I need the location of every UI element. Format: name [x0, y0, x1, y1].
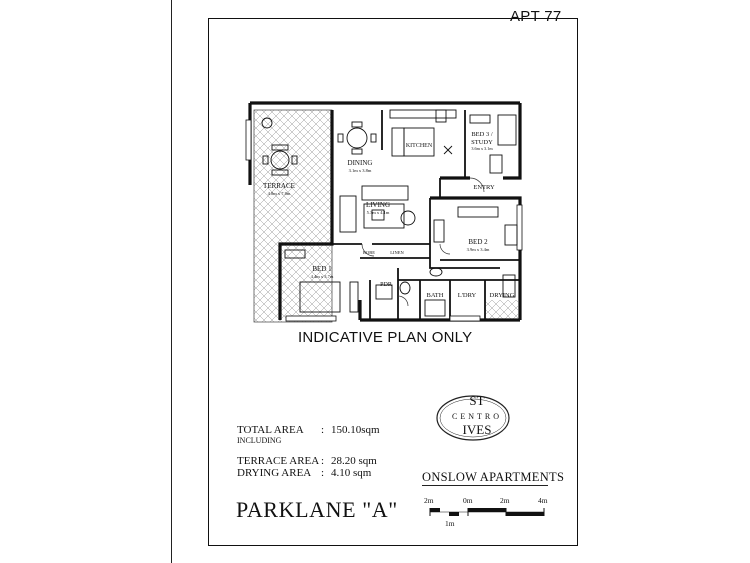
room-bed2-dim: 3.9m x 3.4m: [466, 247, 490, 252]
room-drying-label: DRYING: [489, 292, 515, 299]
indicative-plan-note: INDICATIVE PLAN ONLY: [298, 329, 473, 346]
logo-top-text: ST: [469, 393, 485, 408]
living-furniture: [340, 186, 415, 232]
terrace-hatch: [254, 110, 332, 322]
scale-label-0m: 0m: [463, 496, 473, 505]
room-living-dim: 5.3m x 4.1m: [366, 210, 390, 215]
drying-area-separator: :: [321, 467, 325, 479]
scale-label-4m: 4m: [538, 496, 548, 505]
room-bed3-label-b: STUDY: [471, 139, 493, 146]
dining-table: [338, 122, 376, 154]
terrace-area-separator: :: [321, 455, 325, 467]
logo-middle-text: CENTRO: [452, 412, 502, 421]
room-bed2-label: BED 2: [468, 238, 488, 246]
scale-label-2m-left: 2m: [424, 496, 434, 505]
room-living-label: LIVING: [365, 201, 391, 209]
total-area-separator: :: [321, 424, 325, 436]
brand-underline: [422, 485, 548, 486]
st-ives-centro-logo: [433, 388, 523, 448]
room-terrace-label: TERRACE: [263, 182, 295, 190]
room-bath-label: BATH: [426, 292, 444, 299]
total-area-label: TOTAL AREA: [237, 424, 304, 436]
apartment-number: APT 77: [510, 8, 562, 25]
room-ldry-label: L'DRY: [457, 292, 477, 299]
room-terrace-dim: 4.8m x 7.8m: [267, 191, 291, 196]
room-entry-label: ENTRY: [473, 184, 495, 191]
kitchen-fittings: [390, 110, 456, 156]
total-area-value: 150.10sqm: [331, 424, 380, 436]
room-bed3-label: BED 3 /: [471, 131, 493, 138]
room-kitchen-label: KITCHEN: [405, 143, 433, 149]
scale-label-2m-right: 2m: [500, 496, 510, 505]
scale-bar: [418, 494, 558, 530]
development-name: ONSLOW APARTMENTS: [422, 470, 565, 484]
terrace-area-value: 28.20 sqm: [331, 455, 377, 467]
plan-title: PARKLANE "A": [236, 497, 398, 522]
room-bed1-dim: 4.4m x 3.7m: [310, 274, 334, 279]
room-pdr-label: PDR: [380, 282, 392, 288]
terrace-area-label: TERRACE AREA: [237, 455, 320, 467]
including-note: INCLUDING: [237, 436, 282, 445]
room-bed3-dim: 3.6m x 3.1m: [471, 146, 493, 151]
room-dining-label: DINING: [347, 159, 373, 167]
room-bed1-label: BED 1: [312, 265, 332, 273]
scale-label-1m: 1m: [445, 519, 455, 528]
drying-area-label: DRYING AREA: [237, 467, 312, 479]
drying-area-value: 4.10 sqm: [331, 467, 372, 479]
logo-bottom-text: IVES: [462, 422, 492, 437]
room-robe-label: ROBE: [362, 250, 376, 255]
room-linen-label: LINEN: [390, 250, 404, 255]
room-dining-dim: 3.1m x 3.8m: [348, 168, 372, 173]
drying-hatch: [484, 300, 518, 320]
